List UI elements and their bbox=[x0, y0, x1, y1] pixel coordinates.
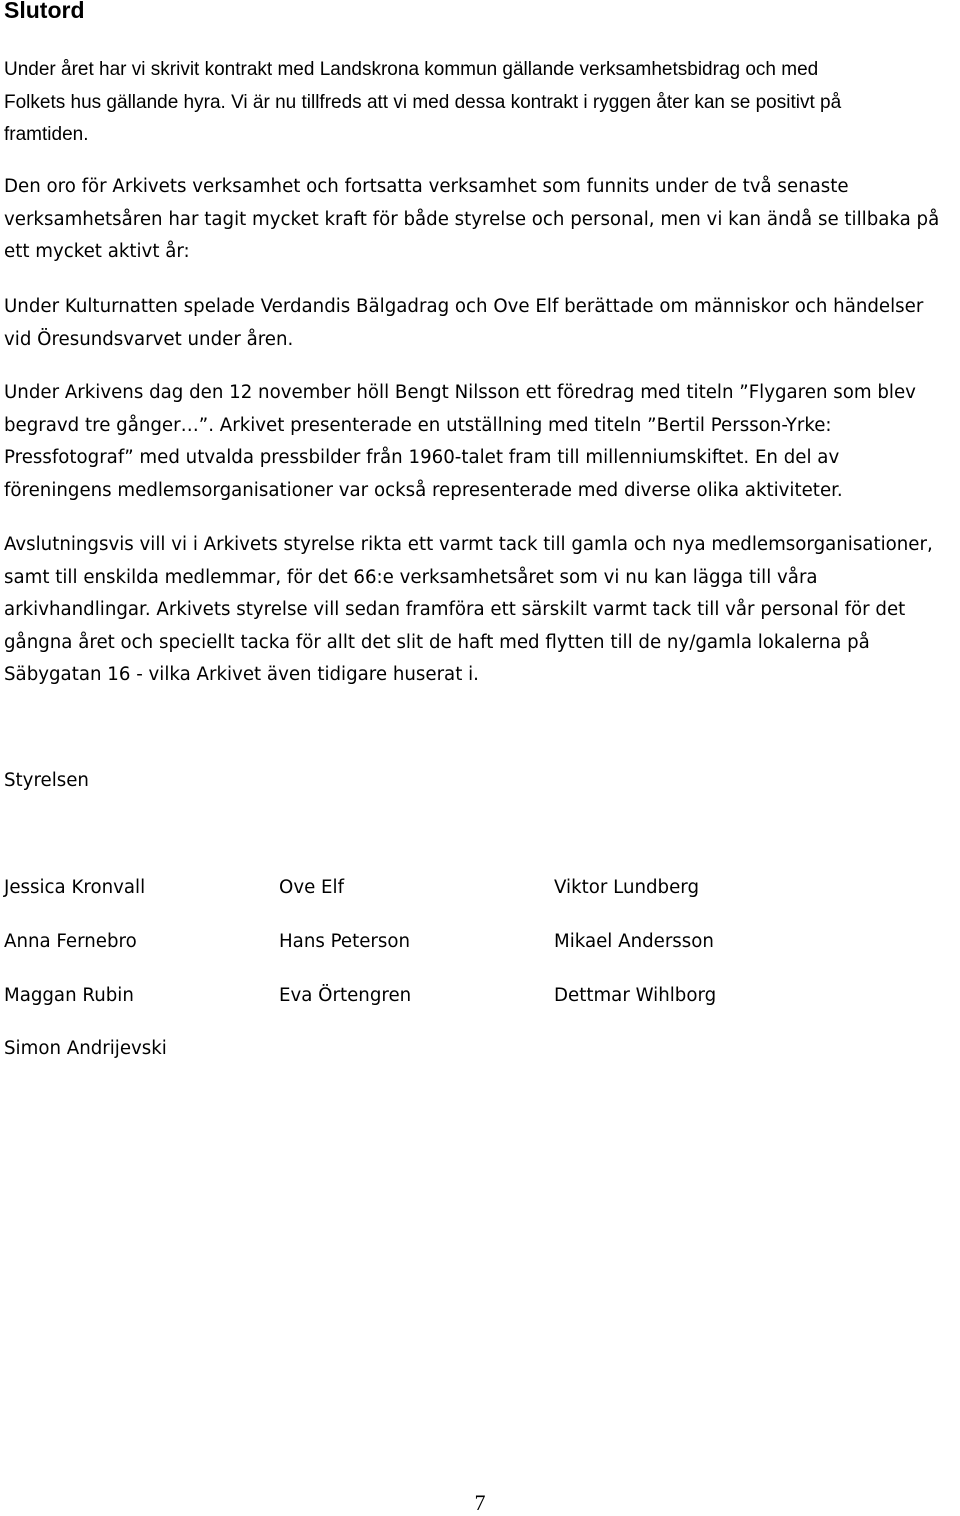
member-name: Anna Fernebro bbox=[4, 931, 137, 952]
paragraph-line: begravd tre gånger…”. Arkivet presenterade en utställning med titeln ”Bertil Persson-Yrke: bbox=[4, 414, 832, 436]
paragraph-concern bbox=[4, 171, 958, 269]
paragraph-arkivens-dag bbox=[4, 377, 958, 507]
paragraph-line: Under Arkivens dag den 12 november höll Bengt Nilsson ett föredrag med titeln ”Flygaren som blev bbox=[4, 382, 916, 403]
paragraph-line: Säbygatan 16 - vilka Arkivet även tidigare huserat i. bbox=[4, 664, 479, 686]
member-name: Simon Andrijevski bbox=[4, 1038, 167, 1059]
paragraph-line: Pressfotograf” med utvalda pressbilder från 1960-talet fram till millenniumskiftet. En del av bbox=[4, 447, 840, 469]
paragraph-line: Under året har vi skrivit kontrakt med Landskrona kommun gällande verksamhetsbidrag och med bbox=[4, 59, 819, 80]
paragraph-kulturnatten bbox=[4, 291, 958, 356]
page-title: Slutord bbox=[4, 0, 85, 23]
paragraph-line: verksamhetsåren har tagit mycket kraft för både styrelse och personal, men vi kan ändå se tillbaka på bbox=[4, 208, 940, 230]
paragraph-line: Den oro för Arkivets verksamhet och fortsatta verksamhet som funnits under de två senaste bbox=[4, 176, 849, 197]
paragraph-line: Folkets hus gällande hyra. Vi är nu tillfreds att vi med dessa kontrakt i ryggen åter kan se positivt på bbox=[4, 91, 842, 113]
signature-label: Styrelsen bbox=[4, 770, 89, 791]
paragraph-closing bbox=[4, 529, 958, 692]
paragraph-line: föreningens medlemsorganisationer var också representerade med diverse olika aktiviteter. bbox=[4, 479, 843, 501]
member-name: Maggan Rubin bbox=[4, 985, 134, 1006]
member-name: Jessica Kronvall bbox=[4, 877, 146, 898]
paragraph-line: vid Öresundsvarvet under åren. bbox=[4, 328, 294, 350]
paragraph-line: arkivhandlingar. Arkivets styrelse vill sedan framföra ett särskilt varmt tack till vår personal för det bbox=[4, 599, 906, 621]
paragraph-line: Avslutningsvis vill vi i Arkivets styrelse rikta ett varmt tack till gamla och nya medlemsorganisationer, bbox=[4, 534, 933, 555]
paragraph-line: ett mycket aktivt år: bbox=[4, 241, 190, 263]
member-name: Eva Örtengren bbox=[279, 985, 412, 1006]
member-name: Ove Elf bbox=[279, 877, 344, 898]
member-name: Dettmar Wihlborg bbox=[554, 985, 717, 1006]
paragraph-line: gångna året och speciellt tacka för allt det slit de haft med flytten till de ny/gamla lokalerna på bbox=[4, 631, 870, 653]
member-name: Mikael Andersson bbox=[554, 931, 714, 952]
member-name: Hans Peterson bbox=[279, 931, 411, 952]
paragraph-line: Under Kulturnatten spelade Verdandis Bälgadrag och Ove Elf berättade om människor och händelser bbox=[4, 296, 924, 317]
page-number: 7 bbox=[474, 1490, 486, 1515]
paragraph-contracts bbox=[4, 54, 958, 152]
paragraph-line: samt till enskilda medlemmar, för det 66:e verksamhetsåret som vi nu kan lägga till våra bbox=[4, 566, 818, 588]
paragraph-line: framtiden. bbox=[4, 124, 89, 146]
member-name: Viktor Lundberg bbox=[554, 877, 699, 898]
